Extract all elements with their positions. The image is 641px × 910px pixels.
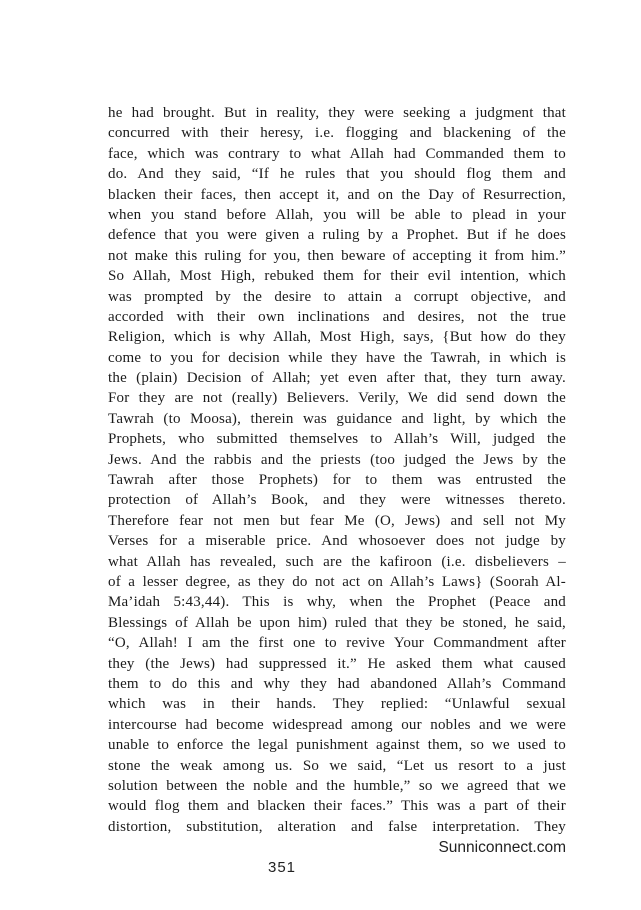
body-text-line: which was in their hands. They replied: “Unlawful sexual (108, 696, 566, 713)
body-text-line: the (plain) Decision of Allah; yet even after that, they turn away. (108, 370, 566, 387)
body-text-line: face, which was contrary to what Allah had Commanded them to (108, 145, 566, 162)
body-text-line: For they are not (really) Believers. Verily, We did send down the (108, 390, 566, 407)
body-text (108, 103, 566, 837)
body-text-line: was prompted by the desire to attain a corrupt objective, and (108, 288, 566, 305)
body-text-line: Blessings of Allah be upon him) ruled that they be stoned, he said, (108, 614, 566, 631)
body-text-line: would flog them and blacken their faces.” This was a part of their (108, 798, 566, 815)
body-text-line: Therefore fear not men but fear Me (O, Jews) and sell not My (108, 512, 566, 529)
body-text-line: intercourse had become widespread among our nobles and we were (108, 716, 566, 733)
body-text-line: solution between the noble and the humble,” so we agreed that we (108, 777, 566, 794)
body-text-line: protection of Allah’s Book, and they were witnesses thereto. (108, 492, 566, 509)
body-text-line: unable to enforce the legal punishment against them, so we used to (108, 737, 566, 754)
body-text-line: Ma’idah 5:43,44). This is why, when the Prophet (Peace and (108, 594, 566, 611)
body-text-line: “O, Allah! I am the first one to revive Your Commandment after (108, 635, 566, 652)
body-text-line: they (the Jews) had suppressed it.” He asked them what caused (108, 655, 566, 672)
body-text-line: when you stand before Allah, you will be able to plead in your (108, 206, 566, 223)
body-text-line: come to you for decision while they have the Tawrah, in which is (108, 349, 566, 366)
body-text-line: blacken their faces, then accept it, and on the Day of Resurrection, (108, 186, 566, 203)
body-text-line: Religion, which is why Allah, Most High, says, {But how do they (108, 329, 566, 346)
body-text-line: do. And they said, “If he rules that you should flog them and (108, 166, 566, 183)
body-text-line: accorded with their own inclinations and desires, not the true (108, 308, 566, 325)
body-text-line: Tawrah after those Prophets) for to them was entrusted the (108, 472, 566, 489)
body-text-line: what Allah has revealed, such are the kafiroon (i.e. disbelievers – (108, 553, 566, 570)
body-text-line: So Allah, Most High, rebuked them for their evil intention, which (108, 268, 566, 285)
body-text-line: stone the weak among us. So we said, “Let us resort to a just (108, 757, 566, 774)
body-text-line: concurred with their heresy, i.e. flogging and blackening of the (108, 125, 566, 142)
page-number: 351 (268, 859, 297, 877)
website-watermark: Sunniconnect.com (438, 839, 566, 857)
body-text-line: Prophets, who submitted themselves to Allah’s Will, judged the (108, 431, 566, 448)
body-text-line: defence that you were given a ruling by a Prophet. But if he does (108, 227, 566, 244)
body-text-line: them to do this and why they had abandoned Allah’s Command (108, 675, 566, 692)
body-text-line: of a lesser degree, as they do not act on Allah’s Laws} (Soorah Al- (108, 573, 566, 590)
body-text-line: not make this ruling for you, then beware of accepting it from him.” (108, 247, 566, 264)
body-text-line: Tawrah (to Moosa), therein was guidance and light, by which the (108, 410, 566, 427)
page-content (108, 103, 566, 878)
body-text-line: distortion, substitution, alteration and false interpretation. They (108, 818, 566, 835)
body-text-line: Jews. And the rabbis and the priests (too judged the Jews by the (108, 451, 566, 468)
body-text-line: he had brought. But in reality, they were seeking a judgment that (108, 105, 566, 121)
body-text-line: Verses for a miserable price. And whosoever does not judge by (108, 533, 566, 550)
